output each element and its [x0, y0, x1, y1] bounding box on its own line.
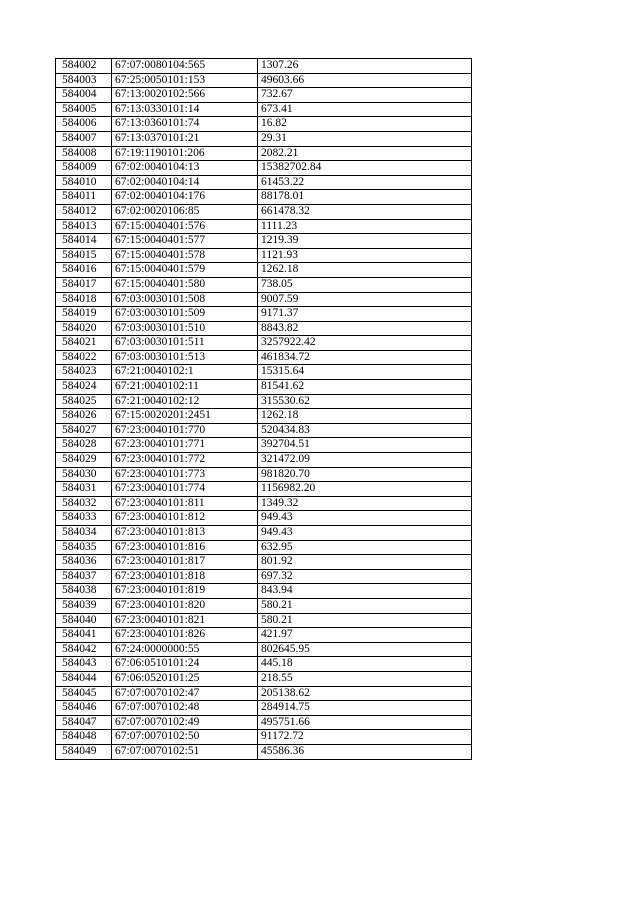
- table-row: [56, 526, 472, 541]
- record-id-cell: 584042: [56, 642, 112, 657]
- table-row: [56, 555, 472, 570]
- cadastral-number-cell: 67:23:0040101:813: [112, 526, 258, 541]
- record-id-cell: 584014: [56, 234, 112, 249]
- cadastral-number-cell: 67:23:0040101:816: [112, 540, 258, 555]
- cadastral-number-cell: 67:23:0040101:826: [112, 628, 258, 643]
- record-id-cell: 584043: [56, 657, 112, 672]
- cadastral-number-cell: 67:15:0040401:576: [112, 219, 258, 234]
- cadastral-number-cell: 67:23:0040101:821: [112, 613, 258, 628]
- value-cell: 61453.22: [258, 175, 472, 190]
- cadastral-number-cell: 67:23:0040101:774: [112, 482, 258, 497]
- table-row: [56, 131, 472, 146]
- record-id-cell: 584046: [56, 701, 112, 716]
- table-row: [56, 642, 472, 657]
- record-id-cell: 584003: [56, 73, 112, 88]
- value-cell: 1156982.20: [258, 482, 472, 497]
- value-cell: 205138.62: [258, 686, 472, 701]
- cadastral-number-cell: 67:02:0020106:85: [112, 204, 258, 219]
- record-id-cell: 584022: [56, 350, 112, 365]
- cadastral-number-cell: 67:03:0030101:511: [112, 336, 258, 351]
- record-id-cell: 584026: [56, 409, 112, 424]
- record-id-cell: 584044: [56, 671, 112, 686]
- table-row: [56, 540, 472, 555]
- value-cell: 29.31: [258, 131, 472, 146]
- value-cell: 81541.62: [258, 380, 472, 395]
- cadastral-number-cell: 67:23:0040101:819: [112, 584, 258, 599]
- table-row: [56, 657, 472, 672]
- table-row: [56, 438, 472, 453]
- record-id-cell: 584029: [56, 453, 112, 468]
- value-cell: 495751.66: [258, 715, 472, 730]
- record-id-cell: 584017: [56, 277, 112, 292]
- value-cell: 1262.18: [258, 409, 472, 424]
- record-id-cell: 584045: [56, 686, 112, 701]
- cadastral-number-cell: 67:23:0040101:818: [112, 569, 258, 584]
- value-cell: 49603.66: [258, 73, 472, 88]
- value-cell: 949.43: [258, 526, 472, 541]
- record-id-cell: 584012: [56, 204, 112, 219]
- value-cell: 315530.62: [258, 394, 472, 409]
- record-id-cell: 584021: [56, 336, 112, 351]
- value-cell: 843.94: [258, 584, 472, 599]
- table-row: [56, 307, 472, 322]
- value-cell: 1121.93: [258, 248, 472, 263]
- value-cell: 421.97: [258, 628, 472, 643]
- cadastral-number-cell: 67:19:1190101:206: [112, 146, 258, 161]
- cadastral-number-cell: 67:13:0370101:21: [112, 131, 258, 146]
- record-id-cell: 584025: [56, 394, 112, 409]
- record-id-cell: 584039: [56, 598, 112, 613]
- value-cell: 1219.39: [258, 234, 472, 249]
- record-id-cell: 584034: [56, 526, 112, 541]
- value-cell: 15382702.84: [258, 161, 472, 176]
- value-cell: 802645.95: [258, 642, 472, 657]
- table-row: [56, 88, 472, 103]
- table-row: [56, 146, 472, 161]
- value-cell: 284914.75: [258, 701, 472, 716]
- table-row: [56, 102, 472, 117]
- value-cell: 580.21: [258, 598, 472, 613]
- value-cell: 91172.72: [258, 730, 472, 745]
- cadastral-number-cell: 67:15:0040401:577: [112, 234, 258, 249]
- table-row: [56, 423, 472, 438]
- cadastral-number-cell: 67:23:0040101:772: [112, 453, 258, 468]
- value-cell: 981820.70: [258, 467, 472, 482]
- table-row: [56, 467, 472, 482]
- value-cell: 1262.18: [258, 263, 472, 278]
- cadastral-number-cell: 67:15:0040401:579: [112, 263, 258, 278]
- value-cell: 45586.36: [258, 744, 472, 759]
- record-id-cell: 584023: [56, 365, 112, 380]
- record-id-cell: 584037: [56, 569, 112, 584]
- table-row: [56, 701, 472, 716]
- record-id-cell: 584018: [56, 292, 112, 307]
- cadastral-number-cell: 67:15:0040401:580: [112, 277, 258, 292]
- value-cell: 801.92: [258, 555, 472, 570]
- table-row: [56, 715, 472, 730]
- table-row: [56, 598, 472, 613]
- record-id-cell: 584019: [56, 307, 112, 322]
- value-cell: 697.32: [258, 569, 472, 584]
- record-id-cell: 584033: [56, 511, 112, 526]
- record-id-cell: 584008: [56, 146, 112, 161]
- table-row: [56, 380, 472, 395]
- table-row: [56, 277, 472, 292]
- record-id-cell: 584049: [56, 744, 112, 759]
- cadastral-number-cell: 67:23:0040101:771: [112, 438, 258, 453]
- record-id-cell: 584048: [56, 730, 112, 745]
- value-cell: 8843.82: [258, 321, 472, 336]
- value-cell: 1111.23: [258, 219, 472, 234]
- record-id-cell: 584030: [56, 467, 112, 482]
- value-cell: 1349.32: [258, 496, 472, 511]
- value-cell: 16.82: [258, 117, 472, 132]
- value-cell: 218.55: [258, 671, 472, 686]
- table-row: [56, 263, 472, 278]
- table-row: [56, 730, 472, 745]
- cadastral-number-cell: 67:02:0040104:14: [112, 175, 258, 190]
- table-row: [56, 569, 472, 584]
- table-row: [56, 73, 472, 88]
- record-id-cell: 584011: [56, 190, 112, 205]
- table-row: [56, 511, 472, 526]
- cadastral-number-cell: 67:03:0030101:509: [112, 307, 258, 322]
- record-id-cell: 584028: [56, 438, 112, 453]
- table-row: [56, 365, 472, 380]
- table-row: [56, 613, 472, 628]
- record-id-cell: 584047: [56, 715, 112, 730]
- cadastral-number-cell: 67:03:0030101:508: [112, 292, 258, 307]
- record-id-cell: 584027: [56, 423, 112, 438]
- cadastral-number-cell: 67:25:0050101:153: [112, 73, 258, 88]
- cadastral-number-cell: 67:07:0070102:48: [112, 701, 258, 716]
- cadastral-number-cell: 67:23:0040101:812: [112, 511, 258, 526]
- value-cell: 520434.83: [258, 423, 472, 438]
- table-row: [56, 59, 472, 74]
- cadastral-number-cell: 67:03:0030101:510: [112, 321, 258, 336]
- cadastral-number-cell: 67:23:0040101:770: [112, 423, 258, 438]
- table-row: [56, 234, 472, 249]
- cadastral-number-cell: 67:15:0020201:2451: [112, 409, 258, 424]
- value-cell: 88178.01: [258, 190, 472, 205]
- value-cell: 321472.09: [258, 453, 472, 468]
- record-id-cell: 584007: [56, 131, 112, 146]
- table-row: [56, 409, 472, 424]
- cadastral-number-cell: 67:23:0040101:811: [112, 496, 258, 511]
- record-id-cell: 584032: [56, 496, 112, 511]
- table-row: [56, 350, 472, 365]
- table-row: [56, 336, 472, 351]
- table-row: [56, 175, 472, 190]
- table-row: [56, 671, 472, 686]
- cadastral-number-cell: 67:06:0520101:25: [112, 671, 258, 686]
- record-id-cell: 584035: [56, 540, 112, 555]
- record-id-cell: 584024: [56, 380, 112, 395]
- value-cell: 2082.21: [258, 146, 472, 161]
- table-row: [56, 161, 472, 176]
- value-cell: 15315.64: [258, 365, 472, 380]
- table-row: [56, 482, 472, 497]
- table-row: [56, 453, 472, 468]
- value-cell: 732.67: [258, 88, 472, 103]
- value-cell: 1307.26: [258, 59, 472, 74]
- value-cell: 445.18: [258, 657, 472, 672]
- table-row: [56, 204, 472, 219]
- record-id-cell: 584015: [56, 248, 112, 263]
- cadastral-number-cell: 67:07:0080104:565: [112, 59, 258, 74]
- cadastral-number-cell: 67:15:0040401:578: [112, 248, 258, 263]
- value-cell: 632.95: [258, 540, 472, 555]
- cadastral-number-cell: 67:21:0040102:11: [112, 380, 258, 395]
- cadastral-number-cell: 67:02:0040104:176: [112, 190, 258, 205]
- value-cell: 949.43: [258, 511, 472, 526]
- value-cell: 580.21: [258, 613, 472, 628]
- record-id-cell: 584020: [56, 321, 112, 336]
- table-row: [56, 321, 472, 336]
- cadastral-number-cell: 67:13:0330101:14: [112, 102, 258, 117]
- record-id-cell: 584009: [56, 161, 112, 176]
- table-row: [56, 686, 472, 701]
- cadastral-number-cell: 67:21:0040102:1: [112, 365, 258, 380]
- cadastral-number-cell: 67:02:0040104:13: [112, 161, 258, 176]
- table-row: [56, 292, 472, 307]
- record-id-cell: 584002: [56, 59, 112, 74]
- cadastral-number-cell: 67:24:0000000:55: [112, 642, 258, 657]
- record-id-cell: 584004: [56, 88, 112, 103]
- record-id-cell: 584031: [56, 482, 112, 497]
- table-row: [56, 496, 472, 511]
- table-row: [56, 117, 472, 132]
- record-id-cell: 584005: [56, 102, 112, 117]
- cadastral-number-cell: 67:21:0040102:12: [112, 394, 258, 409]
- cadastral-number-cell: 67:23:0040101:817: [112, 555, 258, 570]
- table-row: [56, 628, 472, 643]
- table-row: [56, 394, 472, 409]
- cadastral-number-cell: 67:07:0070102:49: [112, 715, 258, 730]
- cadastral-number-cell: 67:03:0030101:513: [112, 350, 258, 365]
- table-row: [56, 248, 472, 263]
- record-id-cell: 584006: [56, 117, 112, 132]
- table-row: [56, 219, 472, 234]
- cadastral-number-cell: 67:23:0040101:820: [112, 598, 258, 613]
- value-cell: 661478.32: [258, 204, 472, 219]
- value-cell: 673.41: [258, 102, 472, 117]
- record-id-cell: 584040: [56, 613, 112, 628]
- data-table: [55, 58, 472, 760]
- table-row: [56, 744, 472, 759]
- cadastral-number-cell: 67:07:0070102:50: [112, 730, 258, 745]
- value-cell: 9007.59: [258, 292, 472, 307]
- cadastral-number-cell: 67:23:0040101:773: [112, 467, 258, 482]
- record-id-cell: 584010: [56, 175, 112, 190]
- record-id-cell: 584041: [56, 628, 112, 643]
- value-cell: 738.05: [258, 277, 472, 292]
- table-row: [56, 584, 472, 599]
- cadastral-number-cell: 67:13:0360101:74: [112, 117, 258, 132]
- cadastral-number-cell: 67:13:0020102:566: [112, 88, 258, 103]
- record-id-cell: 584013: [56, 219, 112, 234]
- record-id-cell: 584036: [56, 555, 112, 570]
- cadastral-number-cell: 67:07:0070102:47: [112, 686, 258, 701]
- value-cell: 461834.72: [258, 350, 472, 365]
- cadastral-number-cell: 67:07:0070102:51: [112, 744, 258, 759]
- record-id-cell: 584016: [56, 263, 112, 278]
- cadastral-number-cell: 67:06:0510101:24: [112, 657, 258, 672]
- value-cell: 9171.37: [258, 307, 472, 322]
- record-id-cell: 584038: [56, 584, 112, 599]
- table-body: [56, 59, 472, 760]
- value-cell: 3257922.42: [258, 336, 472, 351]
- value-cell: 392704.51: [258, 438, 472, 453]
- table-row: [56, 190, 472, 205]
